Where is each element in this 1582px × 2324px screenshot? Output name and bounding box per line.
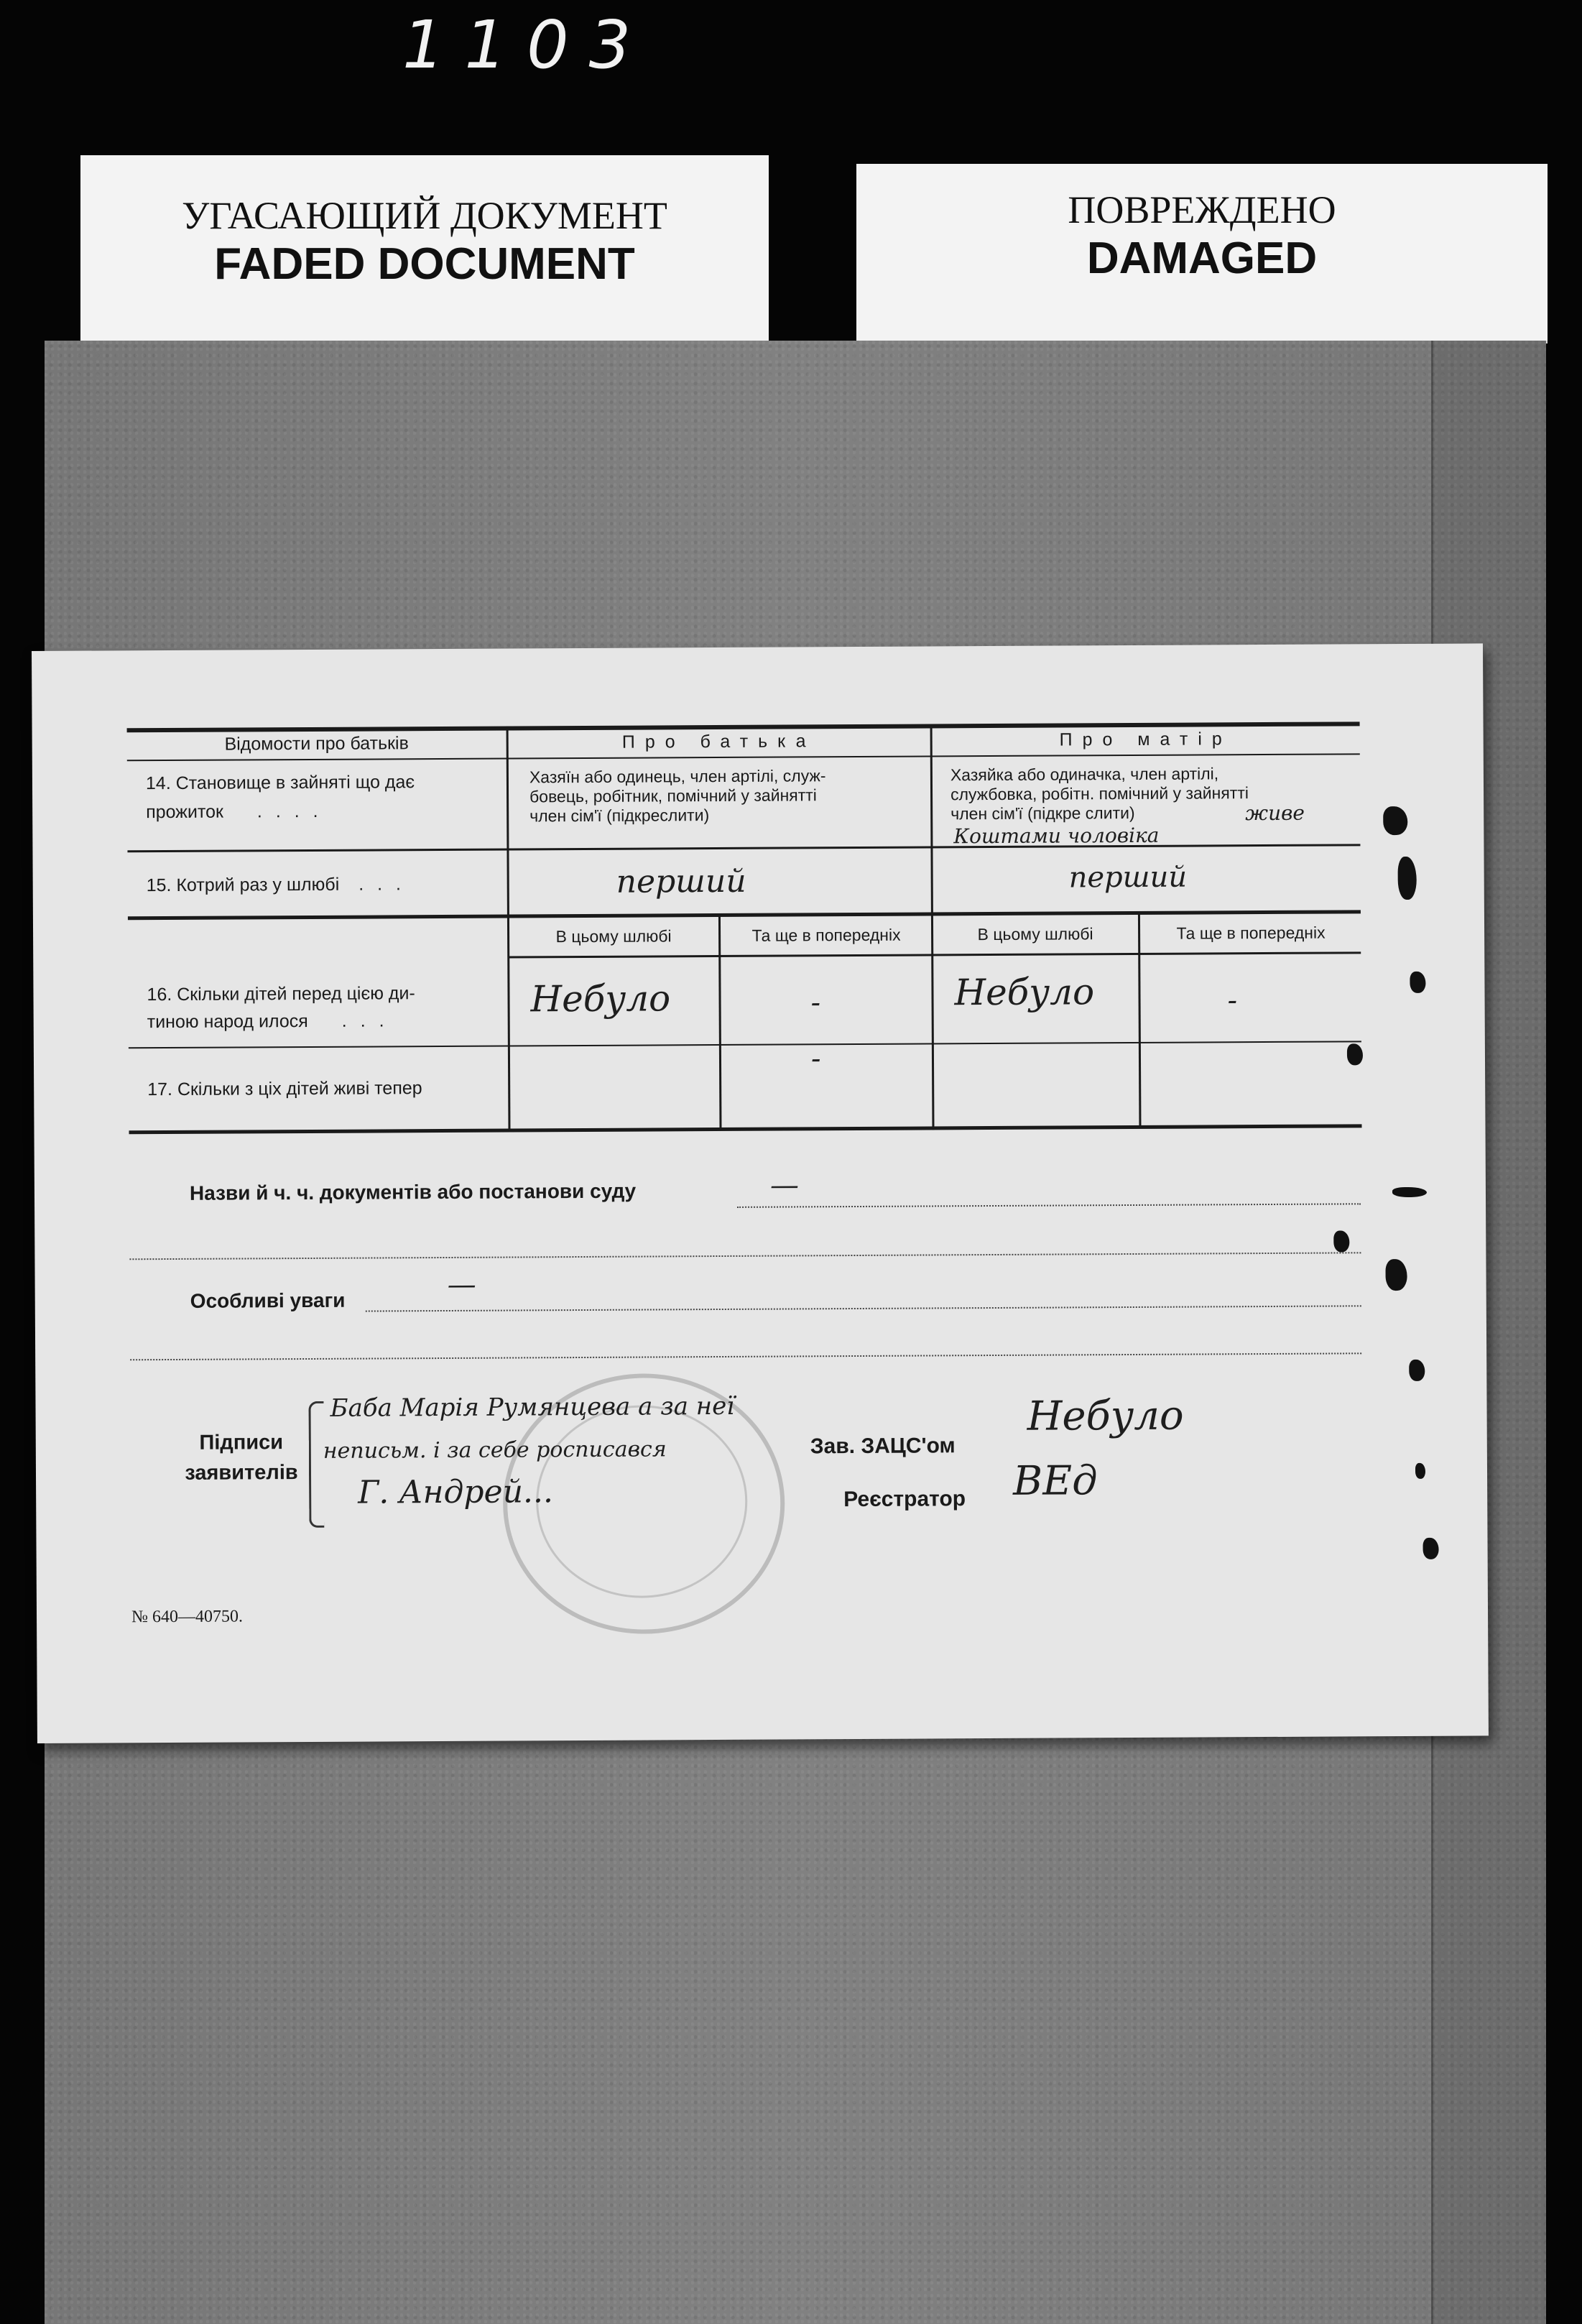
row14-label-line2 (146, 800, 505, 824)
table-rule (127, 753, 1360, 761)
registrar-label: Реєстратор (843, 1487, 966, 1512)
applicant-signature-line2: неписьм. і за себе росписався (323, 1437, 667, 1464)
table-rule (1138, 913, 1142, 1128)
punch-hole-icon (1415, 1463, 1425, 1479)
subheader-father-prev: Та ще в попередніх (751, 925, 901, 945)
header-mother: Про матір (1059, 729, 1232, 750)
registrar-signature: ВЕд (1012, 1457, 1098, 1505)
punch-hole-icon (1333, 1230, 1349, 1252)
row17-father-prev: - (810, 1042, 821, 1076)
table-rule (127, 844, 1360, 852)
record-sheet (32, 643, 1489, 1743)
row16-mother-this: Небуло (954, 971, 1095, 1014)
form-number: № 640—40750. (131, 1607, 244, 1627)
applicants-signatures-label (177, 1427, 306, 1488)
punch-hole-icon (1423, 1538, 1438, 1559)
documents-value: — (769, 1168, 800, 1202)
remarks-line-2 (130, 1352, 1361, 1360)
punch-hole-icon (1410, 972, 1425, 993)
row16-father-this: Небуло (530, 977, 671, 1020)
row15-label (147, 873, 506, 897)
film-number: 1103 (402, 6, 652, 83)
damaged-label (856, 164, 1548, 343)
remarks-value: — (447, 1268, 476, 1301)
row14-mother-handwritten-1: живе (1245, 801, 1305, 826)
row14-father-line1: Хазяїн або одинець, член артілі, служ- (529, 766, 826, 787)
row16-father-prev: - (810, 986, 821, 1020)
row16-label-line2 (147, 1010, 506, 1033)
table-rule (129, 1124, 1361, 1134)
applicant-signature-line3: Г. Андрей... (358, 1473, 554, 1511)
row14-father-line3: член сім'ї (підкреслити) (529, 806, 710, 826)
zags-head-signature: Небуло (1027, 1392, 1184, 1440)
remarks-label: Особливі уваги (190, 1288, 346, 1312)
header-father: Про батька (621, 731, 816, 752)
header-parents-info: Відомости про батьків (224, 733, 409, 755)
parents-info-table (127, 721, 1362, 1138)
faded-label-ru: УГАСАЮЩИЙ ДОКУМЕНТ (182, 194, 667, 237)
row16-label (147, 982, 506, 1033)
row14-mother-line3: член сім'ї (підкре слити) (950, 803, 1135, 824)
row14-mother-line2: службовка, робітн. помічний у зайнятті (950, 783, 1249, 804)
row14-father-line2: бовець, робітник, помічний у зайнятті (529, 785, 817, 806)
faded-label-en: FADED DOCUMENT (214, 239, 635, 289)
punch-hole-icon (1409, 1360, 1425, 1381)
subheader-mother-this: В цьому шлюбі (977, 924, 1093, 944)
row14-label-dots: . . . . (256, 801, 323, 822)
punch-hole-icon (1385, 1259, 1407, 1291)
row15-label-dots: . . . (359, 874, 405, 895)
row16-label-text: тиною народ илося (147, 1010, 308, 1033)
damaged-label-en: DAMAGED (1086, 234, 1318, 283)
zags-head-label: Зав. ЗАЦС'ом (810, 1434, 956, 1459)
applicants-label-line1: Підписи (199, 1431, 284, 1454)
table-rule (509, 951, 1361, 958)
applicant-signature-line1: Баба Марія Румянцева а за неї (330, 1391, 735, 1423)
punch-hole-icon (1383, 806, 1407, 835)
documents-line (737, 1203, 1361, 1208)
row16-label-dots: . . . (341, 1010, 389, 1031)
remarks-line (366, 1305, 1361, 1311)
documents-label: Назви й ч. ч. документів або постанови суду (189, 1179, 637, 1204)
subheader-mother-prev: Та ще в попередніх (1176, 923, 1326, 943)
row14-father-options (529, 766, 917, 826)
row15-father-value: перший (616, 862, 746, 900)
documents-line-2 (129, 1252, 1361, 1260)
official-seal-inner-ring (536, 1405, 748, 1599)
row14-label-text: прожиток (146, 801, 224, 823)
row14-mother-line1: Хазяйка або одиначка, член артілі, (950, 764, 1219, 785)
punch-hole-icon (1392, 1187, 1427, 1197)
row16-label-line1: 16. Скільки дітей перед цією ди- (147, 983, 415, 1005)
table-rule (128, 910, 1361, 920)
applicants-label-line2: заявителів (185, 1461, 298, 1485)
row15-label-text: 15. Котрий раз у шлюбі (146, 874, 340, 896)
row16-mother-prev: - (1227, 984, 1238, 1018)
row14-mother-handwritten-2: Коштами чоловіка (953, 823, 1160, 849)
damaged-label-ru: ПОВРЕЖДЕНО (1068, 188, 1336, 231)
punch-hole-icon (1398, 857, 1417, 900)
faded-document-label (80, 155, 769, 349)
table-rule (718, 915, 722, 1130)
row15-mother-value: перший (1068, 860, 1188, 895)
row14-label-line1: 14. Становище в зайняті що дає (145, 772, 415, 794)
row14-label (146, 771, 505, 824)
row17-label: 17. Скільки з ціх дітей живі тепер (147, 1078, 422, 1100)
applicants-brace (308, 1401, 324, 1528)
subheader-father-this: В цьому шлюбі (555, 926, 672, 946)
table-rule (129, 1041, 1361, 1048)
